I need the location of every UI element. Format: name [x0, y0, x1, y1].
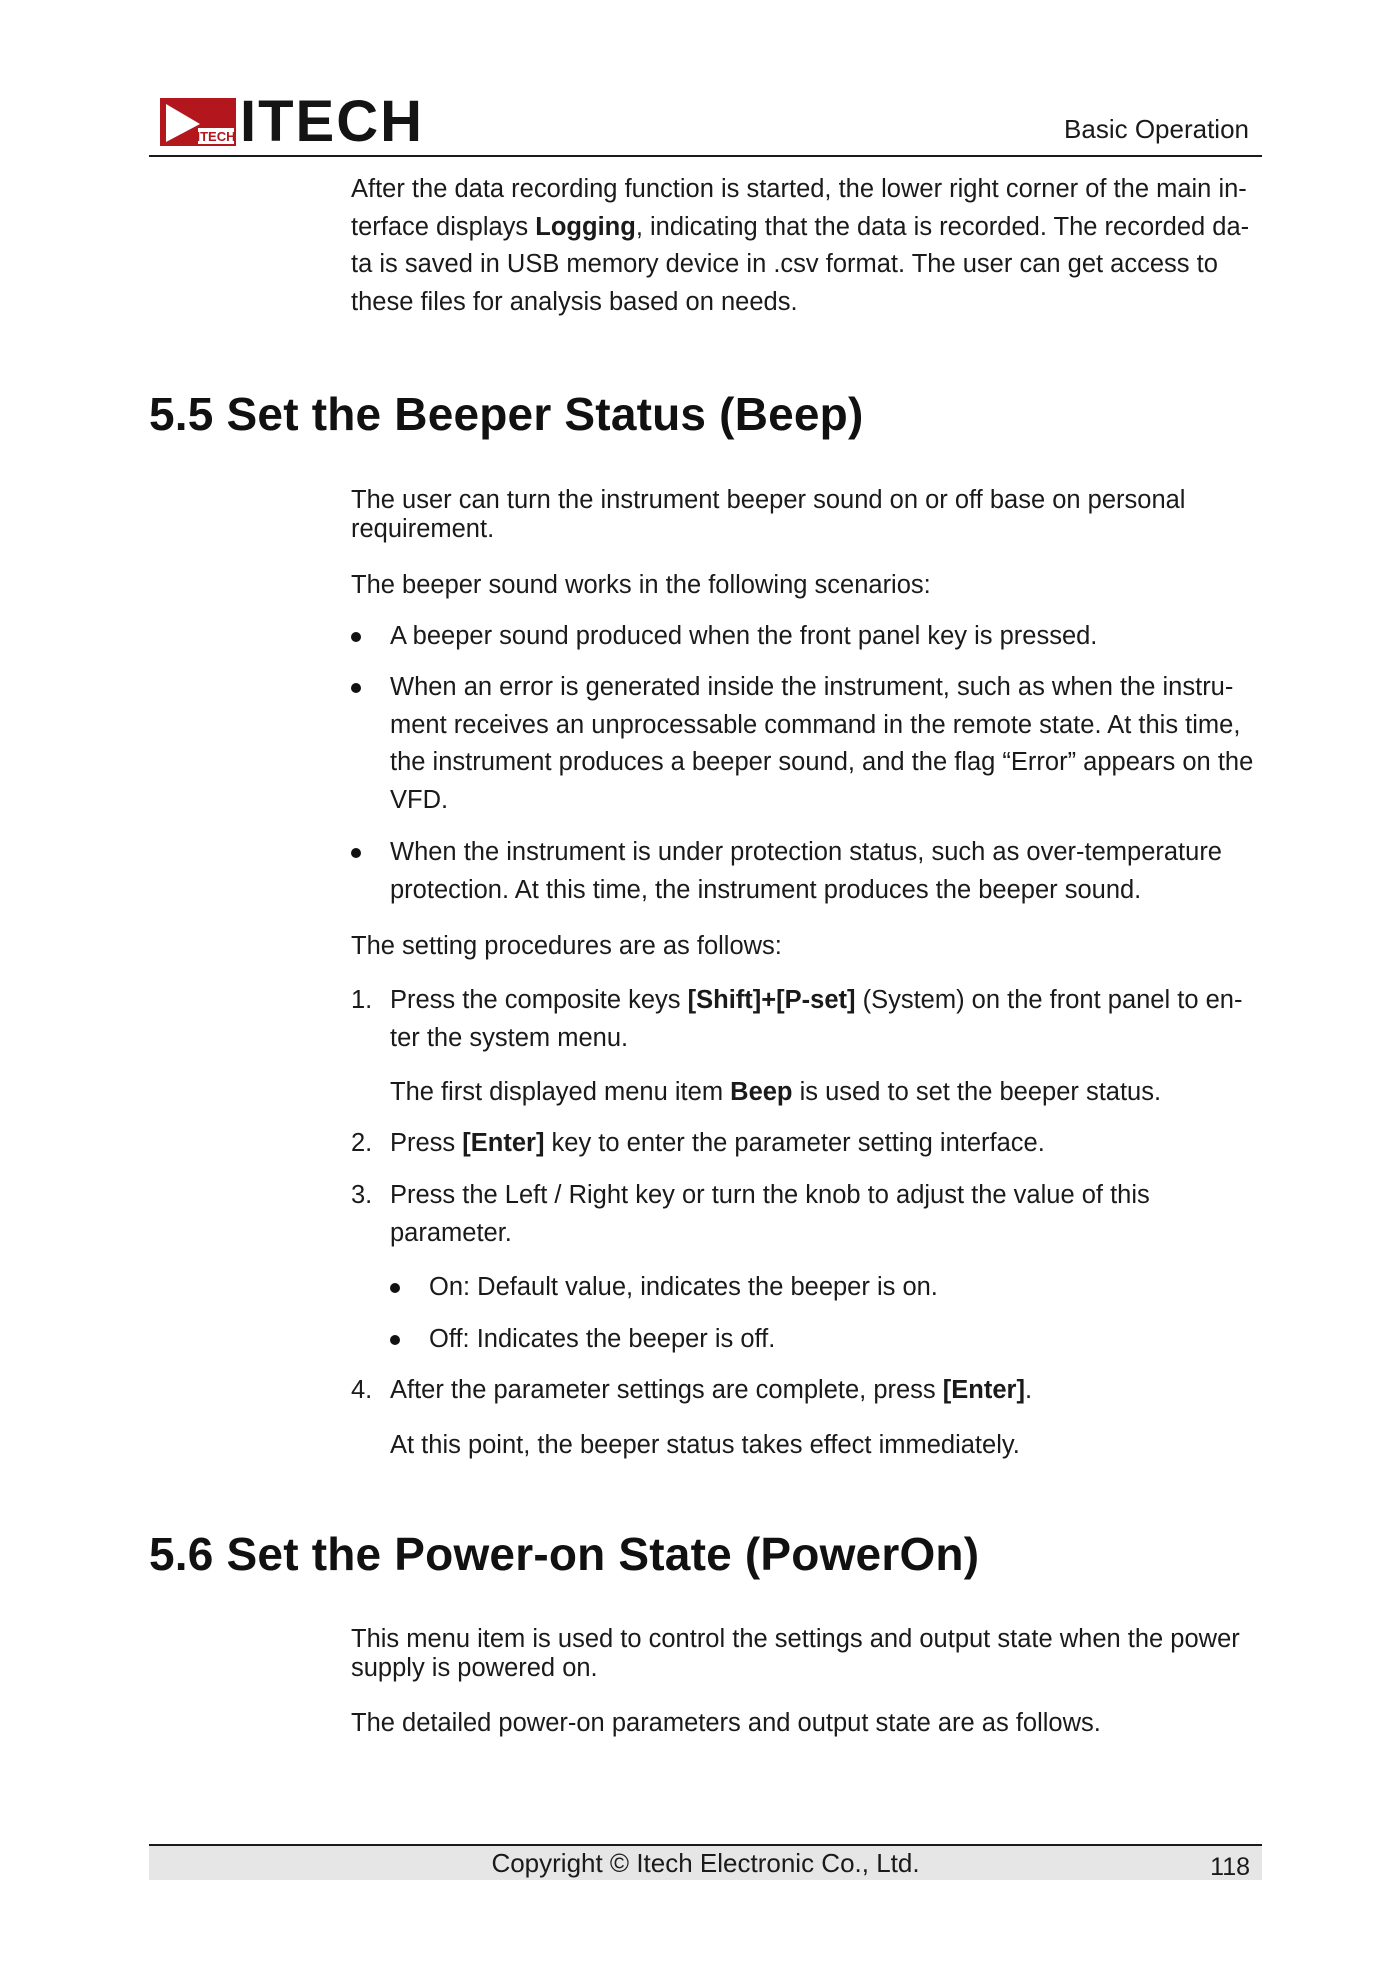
logo-badge-text: ITECH	[196, 129, 236, 144]
section-5-6-detail: The detailed power-on parameters and output state are as follows.	[351, 1709, 1101, 1737]
logging-keyword: Logging	[535, 212, 636, 241]
intro-paragraph: After the data recording function is started, the lower right corner of the main in-terface displays Logging, indicating that the data is recorded. The recorded da-ta is saved in USB memory device in .csv format. The user can get access to these files for analysis based on needs.	[351, 175, 1250, 316]
step-3: 3. Press the Left / Right key or turn the knob to adjust the value of this parameter.	[351, 1181, 1150, 1247]
option-off: Off: Indicates the beeper is off.	[390, 1321, 1260, 1359]
section-5-5-intro: The user can turn the instrument beeper sound on or off base on personal requirement.	[351, 486, 1186, 543]
copyright-text: Copyright © Itech Electronic Co., Ltd.	[491, 1848, 920, 1878]
option-on: On: Default value, indicates the beeper is on.	[390, 1269, 1260, 1307]
step-1: 1. Press the composite keys [Shift]+[P-set] (System) on the front panel to en-ter the system menu.	[351, 986, 1243, 1052]
bullet-icon	[390, 1283, 400, 1293]
bullet-icon	[390, 1335, 400, 1345]
itech-logo	[160, 89, 424, 154]
header-divider	[149, 155, 1262, 157]
step-2: 2. Press [Enter] key to enter the parameter setting interface.	[351, 1129, 1045, 1157]
shift-pset-keys: [Shift]+[P-set]	[687, 986, 856, 1014]
scenarios-intro: The beeper sound works in the following scenarios:	[351, 571, 931, 599]
beep-keyword: Beep	[730, 1078, 793, 1106]
step-4: 4. After the parameter settings are complete, press [Enter].	[351, 1376, 1033, 1404]
section-5-6-intro: This menu item is used to control the settings and output state when the power supply is powered on.	[351, 1625, 1240, 1682]
list-item: When an error is generated inside the instrument, such as when the instru-ment receives an unprocessable command in the remote state. At this time, the instrument produces a beeper sound, and the flag “Error” appears on the VFD.	[351, 669, 1261, 819]
section-5-6-heading: 5.6 Set the Power-on State (PowerOn)	[149, 1528, 980, 1580]
bullet-icon	[351, 632, 361, 642]
list-item: When the instrument is under protection status, such as over-temperature protection. At this time, the instrument produces the beeper sound.	[351, 834, 1261, 909]
section-5-5-heading: 5.5 Set the Beeper Status (Beep)	[149, 388, 864, 440]
bullet-icon	[351, 848, 361, 858]
list-item: A beeper sound produced when the front panel key is pressed.	[351, 618, 1261, 656]
enter-key: [Enter]	[462, 1129, 545, 1157]
logo-wordmark: ITECH	[240, 89, 424, 154]
procedure-intro: The setting procedures are as follows:	[351, 932, 782, 960]
step-4-note: At this point, the beeper status takes effect immediately.	[390, 1431, 1020, 1459]
page-number: 118	[1210, 1853, 1250, 1881]
enter-key: [Enter]	[942, 1376, 1025, 1404]
itech-logo-mark-icon	[160, 98, 236, 146]
step-1-note: The first displayed menu item Beep is used to set the beeper status.	[390, 1078, 1162, 1106]
bullet-icon	[351, 683, 361, 693]
page-footer	[149, 1844, 1262, 1880]
header-section-title: Basic Operation	[1064, 114, 1249, 144]
